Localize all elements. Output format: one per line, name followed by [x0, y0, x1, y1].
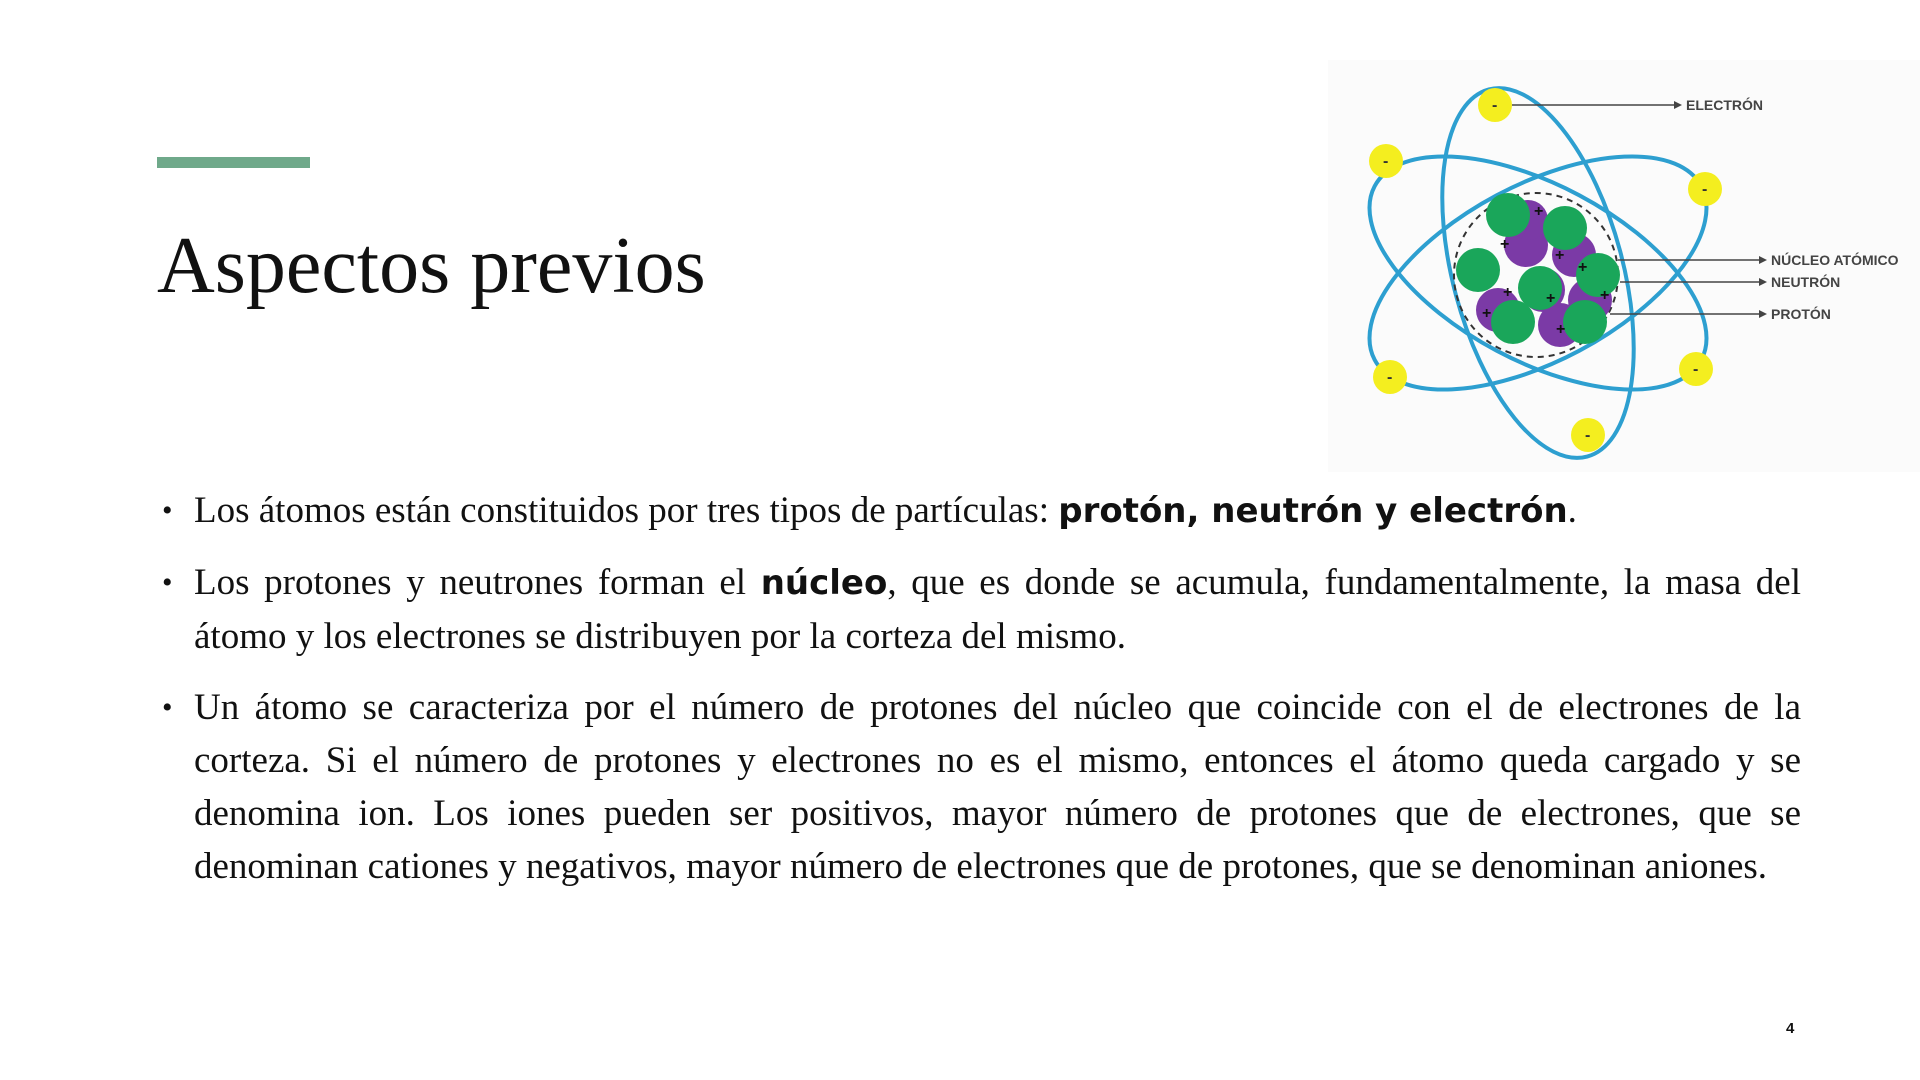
bullet-text: .: [1567, 490, 1577, 531]
neutron-particle: [1456, 248, 1500, 292]
nucleus-label: NÚCLEO ATÓMICO: [1771, 252, 1899, 268]
proton-sign: +: [1546, 290, 1556, 307]
proton-sign: +: [1555, 247, 1565, 264]
arrowhead: [1759, 256, 1767, 264]
title-accent-bar: [157, 157, 310, 168]
electron-sign: -: [1387, 369, 1393, 386]
bullet-text: Los protones y neutrones forman el: [194, 562, 761, 603]
neutron-particle: [1543, 206, 1587, 250]
bullet-bold-text: núcleo: [760, 563, 888, 603]
proton-label: PROTÓN: [1771, 306, 1831, 322]
bullet-list: [157, 484, 1801, 911]
proton-sign: +: [1556, 321, 1566, 338]
electron-sign: -: [1693, 361, 1699, 378]
page-number: 4: [1786, 1020, 1795, 1037]
neutron-label: NEUTRÓN: [1771, 274, 1841, 290]
electron-sign: -: [1383, 153, 1389, 170]
bullet-text: Un átomo se caracteriza por el número de protones del núcleo que coincide con el de electrones de la corteza. Si el número de protones y electrones no es el mismo, entonces el átomo queda cargado y se denomina ion. Los iones pueden ser positivos, mayor número de protones que de electrones, que se denominan cationes y negativos, mayor número de electrones que de protones, que se denominan aniones.: [194, 687, 1801, 887]
proton-sign: +: [1600, 287, 1610, 304]
proton-sign: +: [1500, 236, 1510, 253]
bullet-bold-text: protón, neutrón y electrón: [1058, 491, 1568, 531]
proton-sign: +: [1482, 305, 1492, 322]
bullet-text: Los átomos están constituidos por tres tipos de partículas:: [194, 490, 1059, 531]
bullet-item: [157, 681, 1801, 893]
proton-sign: +: [1578, 259, 1588, 276]
atom-diagram: [1328, 60, 1920, 472]
neutron-particle: [1486, 193, 1530, 237]
proton-sign: +: [1534, 203, 1544, 220]
neutron-particle: [1563, 300, 1607, 344]
electron-sign: -: [1492, 97, 1498, 114]
electron-sign: -: [1585, 427, 1591, 444]
neutron-particle: [1491, 300, 1535, 344]
arrowhead: [1759, 278, 1767, 286]
nucleus: [1456, 193, 1620, 347]
bullet-text: , que es donde se acumula, fundamentalmente, la masa del átomo y los electrones se distribuyen por la corteza del mismo.: [194, 562, 1801, 657]
slide-title: Aspectos previos: [157, 222, 706, 310]
bullet-item: [157, 556, 1801, 663]
electron-sign: -: [1702, 181, 1708, 198]
arrowhead: [1759, 310, 1767, 318]
electron-label: ELECTRÓN: [1686, 97, 1763, 113]
bullet-item: [157, 484, 1801, 538]
atom-diagram-svg: [1328, 60, 1920, 472]
proton-sign: +: [1503, 284, 1513, 301]
arrowhead: [1674, 101, 1682, 109]
